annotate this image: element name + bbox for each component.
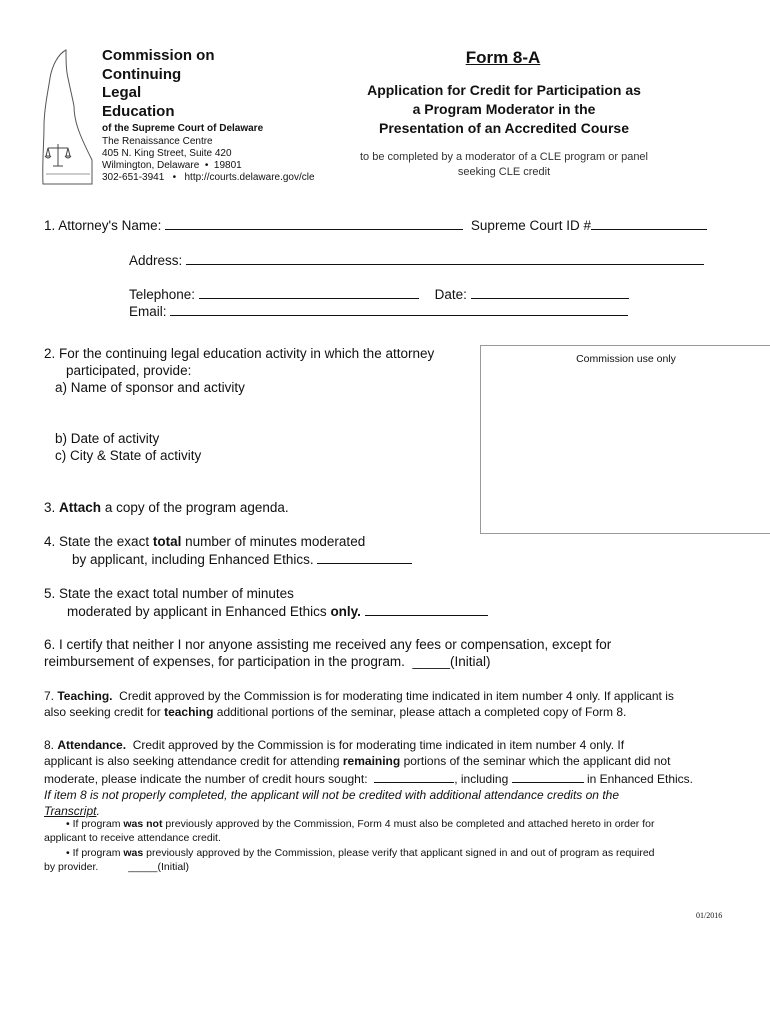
email-row: Email: [129, 302, 628, 320]
item-6: 6. I certify that neither I nor anyone assisting me received any fees or compensation, except for reimbursement of expenses, for participation in the program. _____(Initial) [44, 637, 612, 669]
telephone-field[interactable] [199, 285, 419, 299]
ethics-hours-field[interactable] [512, 769, 584, 783]
attorney-name-field[interactable] [165, 216, 463, 230]
address-field[interactable] [186, 251, 704, 265]
bullet-approved: • If program was previously approved by the Commission, please verify that applicant signed in and out of program as required by provider. _____(Initial) [44, 847, 655, 873]
court-name: of the Supreme Court of Delaware [102, 123, 264, 134]
item-2bc: b) Date of activity c) City & State of activity [55, 431, 202, 463]
form-instructions: to be completed by a moderator of a CLE program or panel seeking CLE credit [360, 151, 648, 178]
item-5: 5. State the exact total number of minutes moderated by applicant in Enhanced Ethics only. [44, 585, 488, 620]
telephone-row: Telephone: Date: [129, 285, 629, 303]
date-field[interactable] [471, 285, 629, 299]
attorney-name-row: 1. Attorney's Name: Supreme Court ID # [44, 216, 707, 234]
bullet-not-approved: • If program was not previously approved by the Commission, Form 4 must also be completed and attached hereto in order for applicant to receive attendance credit. [44, 818, 655, 844]
ethics-minutes-field[interactable] [365, 602, 488, 616]
scales-of-justice-icon [45, 144, 71, 166]
item-2: 2. For the continuing legal education activity in which the attorney participated, provide: a) Name of sponsor and activity [44, 346, 435, 395]
org-address: The Renaissance Centre 405 N. King Street, Suite 420 Wilmington, Delaware • 19801 302-651-3941 • http://courts.delaware.gov/cle [102, 136, 315, 183]
commission-use-box [480, 345, 770, 534]
total-minutes-field[interactable] [317, 550, 412, 564]
item-6-initial[interactable]: _____(Initial) [412, 654, 491, 669]
item-8: 8. Attendance. Credit approved by the Commission is for moderating time indicated in item number 4 only. If applicant is also seeking attendance credit for attending remaining portions of the seminar which the applicant did not moderate, please indicate the number of credit hours sought: , including in Enhanced Ethics. If item 8 is not properly completed, the applicant will not be credited with additional attendance credits on the Transcript. [44, 738, 694, 818]
revision-date: 01/2016 [696, 911, 723, 920]
delaware-map-logo [36, 48, 96, 188]
item-3: 3. Attach a copy of the program agenda. [44, 500, 289, 515]
org-name: Commission on Continuing Legal Education [102, 47, 215, 120]
credit-hours-field[interactable] [374, 769, 454, 783]
form-id: Form 8-A [465, 48, 541, 67]
item-4: 4. State the exact total number of minutes moderated by applicant, including Enhanced Ethics. [44, 533, 412, 568]
item-7: 7. Teaching. Credit approved by the Commission is for moderating time indicated in item number 4 only. If applicant is also seeking credit for teaching additional portions of the seminar, please attach a completed copy of Form 8. [44, 689, 674, 719]
form-heading: Application for Credit for Participation as a Program Moderator in the Presentation of an Accredited Course [367, 82, 641, 136]
supreme-court-id-field[interactable] [591, 216, 707, 230]
website-link[interactable]: http://courts.delaware.gov/cle [184, 172, 315, 183]
address-row: Address: [129, 251, 704, 269]
bullet-2-initial[interactable]: _____(Initial) [128, 861, 189, 873]
email-field[interactable] [170, 302, 628, 316]
commission-use-label: Commission use only [576, 353, 676, 365]
